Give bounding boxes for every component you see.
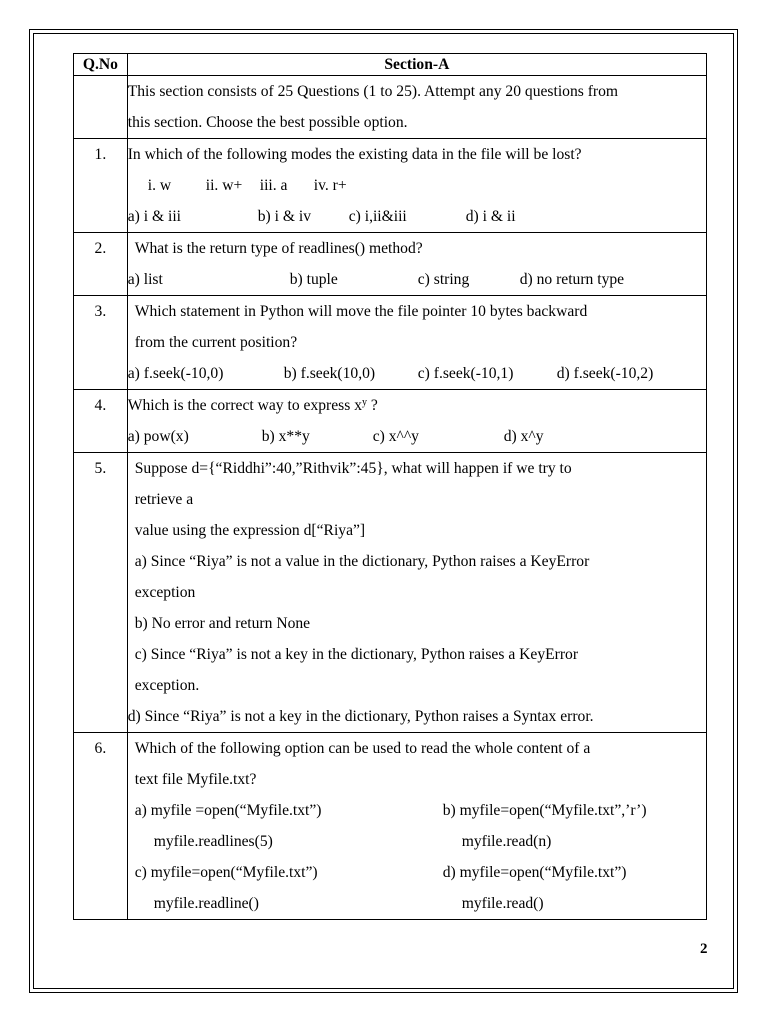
- question-row-5: [74, 453, 707, 733]
- question-row-6: [74, 733, 707, 920]
- header-row: [74, 54, 707, 76]
- options-row-cd: [128, 857, 706, 888]
- option-a: a) Since “Riya” is not a value in the dictionary, Python raises a KeyError: [134, 553, 590, 570]
- option-c: c) myfile=open(“Myfile.txt”): [134, 864, 318, 881]
- question-body: [127, 733, 706, 920]
- question-text-end: ?: [367, 397, 378, 414]
- option-d: d) Since “Riya” is not a key in the dictionary, Python raises a Syntax error.: [127, 708, 594, 725]
- mode-item: iii. a: [259, 177, 288, 194]
- question-text: What is the return type of readlines() method?: [134, 240, 423, 257]
- question-line: value using the expression d[“Riya”]: [134, 522, 366, 539]
- option-a: a) f.seek(-10,0): [127, 365, 224, 382]
- question-body: [127, 139, 706, 233]
- question-body: [127, 233, 706, 296]
- qno-header: Q.No: [74, 54, 128, 76]
- mode-item: ii. w+: [205, 177, 243, 194]
- question-line: Suppose d={“Riddhi”:40,”Rithvik”:45}, what will happen if we try to: [134, 460, 572, 477]
- question-text-line-2: text file Myfile.txt?: [134, 771, 257, 788]
- intro-line-2: this section. Choose the best possible option.: [127, 114, 408, 131]
- option-b: b) f.seek(10,0): [283, 365, 376, 382]
- option-d: d) f.seek(-10,2): [556, 365, 654, 382]
- option-c: c) f.seek(-10,1): [417, 365, 514, 382]
- option-c-code: myfile.readline(): [153, 895, 259, 912]
- options-row-cd-code: [128, 888, 706, 919]
- question-number: 5.: [74, 453, 128, 733]
- options-line: [128, 421, 706, 452]
- options-line: [128, 358, 706, 389]
- option-b: b) myfile=open(“Myfile.txt”,’r’): [442, 802, 647, 819]
- option-d: d) i & ii: [465, 208, 516, 225]
- option-a: a) i & iii: [127, 208, 182, 225]
- options-line: [128, 264, 706, 295]
- intro-cell: [127, 76, 706, 139]
- intro-num-cell: [74, 76, 128, 139]
- option-a: a) pow(x): [127, 428, 189, 445]
- option-c: c) string: [417, 271, 470, 288]
- question-number: 4.: [74, 390, 128, 453]
- question-row-3: [74, 296, 707, 390]
- option-b: b) i & iv: [257, 208, 312, 225]
- options-line: [128, 201, 706, 232]
- mode-item: iv. r+: [313, 177, 347, 194]
- question-body: [127, 296, 706, 390]
- option-b: b) tuple: [289, 271, 338, 288]
- section-header: Section-A: [127, 54, 706, 76]
- question-number: 6.: [74, 733, 128, 920]
- option-b-code: myfile.read(n): [461, 833, 552, 850]
- question-row-4: [74, 390, 707, 453]
- option-b: b) x**y: [261, 428, 310, 445]
- page-number: 2: [700, 941, 708, 957]
- intro-row: [74, 76, 707, 139]
- question-body: [127, 453, 706, 733]
- question-line: retrieve a: [134, 491, 194, 508]
- options-row-ab-code: [128, 826, 706, 857]
- option-c-cont: exception.: [134, 677, 200, 694]
- question-table: [73, 53, 707, 920]
- question-text-line-1: Which statement in Python will move the file pointer 10 bytes backward: [134, 303, 588, 320]
- question-text: [128, 390, 706, 421]
- options-row-ab: [128, 795, 706, 826]
- question-text-main: Which is the correct way to express x: [127, 397, 362, 414]
- option-c: c) Since “Riya” is not a key in the dictionary, Python raises a KeyError: [134, 646, 579, 663]
- option-a-code: myfile.readlines(5): [153, 833, 273, 850]
- question-number: 3.: [74, 296, 128, 390]
- question-text-line-1: Which of the following option can be used to read the whole content of a: [134, 740, 591, 757]
- superscript-y: y: [362, 397, 367, 408]
- option-d: d) no return type: [519, 271, 625, 288]
- option-c: c) i,ii&iii: [348, 208, 407, 225]
- option-a: a) myfile =open(“Myfile.txt”): [134, 802, 322, 819]
- mode-item: i. w: [147, 177, 172, 194]
- question-body: [127, 390, 706, 453]
- question-text-line-2: from the current position?: [134, 334, 298, 351]
- option-a: a) list: [127, 271, 163, 288]
- option-d-code: myfile.read(): [461, 895, 544, 912]
- option-d: d) x^y: [503, 428, 544, 445]
- option-b: b) No error and return None: [134, 615, 311, 632]
- option-d: d) myfile=open(“Myfile.txt”): [442, 864, 627, 881]
- question-row-2: [74, 233, 707, 296]
- intro-line-1: This section consists of 25 Questions (1 to 25). Attempt any 20 questions from: [127, 83, 619, 100]
- option-c: c) x^^y: [372, 428, 419, 445]
- question-text: In which of the following modes the existing data in the file will be lost?: [127, 146, 582, 163]
- question-number: 2.: [74, 233, 128, 296]
- option-a-cont: exception: [134, 584, 196, 601]
- mode-list: [128, 170, 706, 201]
- question-number: 1.: [74, 139, 128, 233]
- question-row-1: [74, 139, 707, 233]
